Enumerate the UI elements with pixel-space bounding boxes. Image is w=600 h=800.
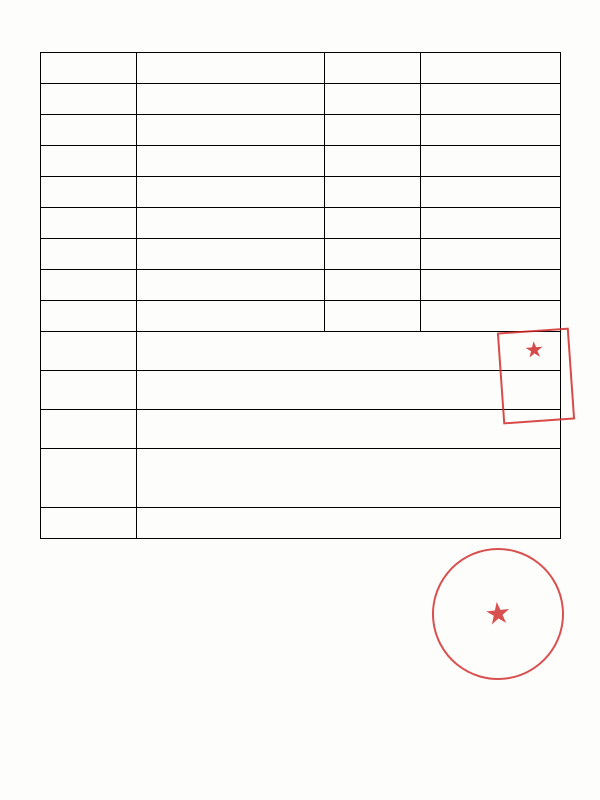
field-value bbox=[136, 146, 324, 177]
field-label bbox=[40, 371, 136, 410]
field-label bbox=[40, 332, 136, 371]
field-label bbox=[40, 84, 136, 115]
field-value bbox=[136, 177, 324, 208]
table-row bbox=[40, 270, 560, 301]
field-value bbox=[420, 53, 560, 84]
table-row bbox=[40, 53, 560, 84]
table-row bbox=[40, 410, 560, 449]
note-label bbox=[40, 508, 136, 539]
field-value bbox=[136, 270, 324, 301]
table-row bbox=[40, 449, 560, 508]
field-label bbox=[324, 301, 420, 332]
inspection-seal-round bbox=[425, 541, 570, 686]
star-icon: ★ bbox=[523, 336, 545, 363]
field-label bbox=[40, 177, 136, 208]
seal-bottom-text bbox=[439, 655, 566, 668]
field-value bbox=[420, 115, 560, 146]
table-row bbox=[40, 208, 560, 239]
field-label bbox=[324, 53, 420, 84]
field-value bbox=[136, 239, 324, 270]
field-label bbox=[40, 115, 136, 146]
table-row bbox=[40, 84, 560, 115]
field-value bbox=[420, 239, 560, 270]
field-value bbox=[136, 115, 324, 146]
table-row bbox=[40, 115, 560, 146]
field-value bbox=[136, 449, 560, 508]
field-value bbox=[420, 301, 560, 332]
field-value bbox=[136, 371, 560, 410]
field-value bbox=[136, 410, 560, 449]
field-value bbox=[136, 53, 324, 84]
field-label bbox=[40, 270, 136, 301]
field-label bbox=[324, 208, 420, 239]
star-icon: ★ bbox=[482, 596, 514, 632]
table-row bbox=[40, 332, 560, 371]
table-row bbox=[40, 371, 560, 410]
note-value bbox=[136, 508, 560, 539]
field-value bbox=[420, 146, 560, 177]
field-value bbox=[136, 84, 324, 115]
field-value bbox=[136, 332, 560, 371]
field-value bbox=[136, 301, 324, 332]
table-row bbox=[40, 301, 560, 332]
field-label bbox=[324, 270, 420, 301]
field-label bbox=[40, 146, 136, 177]
field-label bbox=[324, 115, 420, 146]
field-label bbox=[40, 449, 136, 508]
table-row bbox=[40, 146, 560, 177]
table-row-note bbox=[40, 508, 560, 539]
field-label bbox=[40, 239, 136, 270]
seal-arc-text bbox=[428, 544, 569, 685]
field-value bbox=[420, 84, 560, 115]
report-table bbox=[40, 52, 561, 539]
field-value bbox=[420, 208, 560, 239]
field-label bbox=[324, 84, 420, 115]
field-label bbox=[324, 239, 420, 270]
field-label bbox=[40, 410, 136, 449]
table-row bbox=[40, 177, 560, 208]
table-row bbox=[40, 239, 560, 270]
field-value bbox=[136, 208, 324, 239]
field-label bbox=[324, 146, 420, 177]
field-value bbox=[420, 270, 560, 301]
field-label bbox=[40, 208, 136, 239]
field-label bbox=[40, 53, 136, 84]
field-value bbox=[420, 177, 560, 208]
field-label bbox=[40, 301, 136, 332]
field-label bbox=[324, 177, 420, 208]
